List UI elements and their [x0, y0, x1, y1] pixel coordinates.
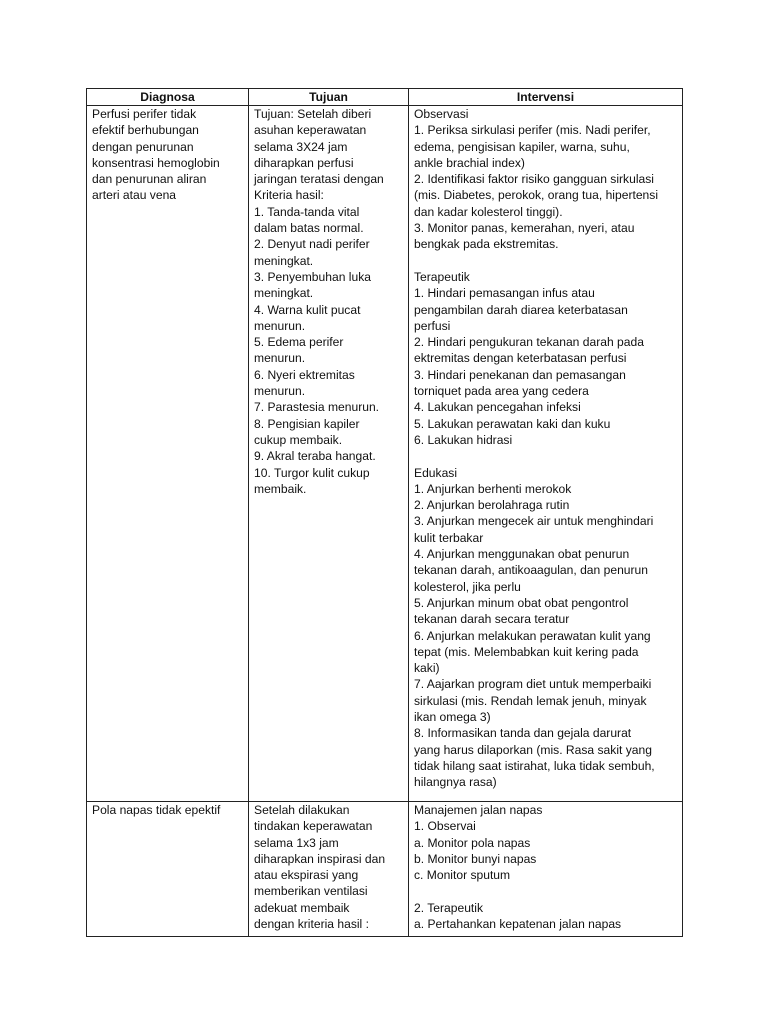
intervensi-line: dan kadar kolesterol tinggi).	[414, 204, 563, 219]
blank-line	[414, 448, 677, 464]
intervensi-line: kolesterol, jika perlu	[414, 579, 521, 594]
tujuan-line: meningkat.	[254, 286, 314, 301]
tujuan-line: atau ekspirasi yang	[254, 868, 359, 883]
tujuan-line: 9. Akral teraba hangat.	[254, 449, 376, 464]
intervensi-line: 2. Terapeutik	[414, 900, 484, 915]
intervensi-line: torniquet pada area yang cedera	[414, 384, 589, 399]
tujuan-line: meningkat.	[254, 253, 314, 268]
intervensi-line: ankle brachial index)	[414, 155, 525, 170]
tujuan-line: menurun.	[254, 318, 306, 333]
intervensi-line: 5. Anjurkan minum obat obat pengontrol	[414, 595, 629, 610]
tujuan-line: dalam batas normal.	[254, 221, 364, 236]
intervensi-line: 8. Informasikan tanda dan gejala darurat	[414, 726, 632, 741]
tujuan-line: 8. Pengisian kapiler	[254, 416, 360, 431]
tujuan-line: adekuat membaik	[254, 900, 350, 915]
diagnosa-line: Perfusi perifer tidak	[92, 107, 197, 121]
tujuan-cell	[249, 106, 409, 802]
intervensi-line: Observasi	[414, 107, 469, 121]
table-row	[87, 106, 683, 802]
tujuan-line: 10. Turgor kulit cukup	[254, 465, 370, 480]
intervensi-cell	[409, 106, 683, 802]
tujuan-cell	[249, 802, 409, 937]
intervensi-line: 1. Hindari pemasangan infus atau	[414, 286, 595, 301]
tujuan-line: selama 3X24 jam	[254, 139, 348, 154]
intervensi-line: kaki)	[414, 661, 440, 676]
intervensi-line: ikan omega 3)	[414, 709, 491, 724]
tujuan-line: Tujuan: Setelah diberi	[254, 107, 372, 121]
tujuan-line: selama 1x3 jam	[254, 835, 339, 850]
tujuan-line: memberikan ventilasi	[254, 884, 368, 899]
intervensi-line: 4. Anjurkan menggunakan obat penurun	[414, 547, 630, 562]
diagnosa-cell	[87, 106, 249, 802]
diagnosa-line: konsentrasi hemoglobin	[92, 155, 220, 170]
tujuan-line: 7. Parastesia menurun.	[254, 400, 380, 415]
tujuan-line: 5. Edema perifer	[254, 335, 344, 350]
intervensi-line: 2. Identifikasi faktor risiko gangguan sirkulasi	[414, 172, 654, 187]
intervensi-line: 2. Anjurkan berolahraga rutin	[414, 498, 570, 513]
intervensi-line: tekanan darah secara teratur	[414, 612, 570, 627]
intervensi-line: Edukasi	[414, 465, 458, 480]
tujuan-line: tindakan keperawatan	[254, 819, 373, 834]
intervensi-line: 6. Anjurkan melakukan perawatan kulit yang	[414, 628, 651, 643]
header-diagnosa: Diagnosa	[87, 89, 249, 106]
intervensi-line: 6. Lakukan hidrasi	[414, 432, 513, 447]
intervensi-line: Manajemen jalan napas	[414, 803, 543, 817]
tujuan-line: asuhan keperawatan	[254, 123, 367, 138]
tujuan-line: 3. Penyembuhan luka	[254, 269, 371, 284]
intervensi-line: 3. Anjurkan mengecek air untuk menghindari	[414, 514, 654, 529]
tujuan-line: jaringan teratasi dengan	[254, 172, 384, 187]
intervensi-line: Terapeutik	[414, 269, 470, 284]
tujuan-line: diharapkan inspirasi dan	[254, 851, 386, 866]
diagnosa-line: dan penurunan aliran	[92, 172, 207, 187]
intervensi-line: 7. Aajarkan program diet untuk memperbaiki	[414, 677, 652, 692]
intervensi-line: 3. Monitor panas, kemerahan, nyeri, atau	[414, 221, 635, 236]
intervensi-line: 2. Hindari pengukuran tekanan darah pada	[414, 335, 644, 350]
tujuan-line: 6. Nyeri ektremitas	[254, 367, 355, 382]
tujuan-line: diharapkan perfusi	[254, 155, 354, 170]
diagnosa-line: Pola napas tidak epektif	[92, 803, 221, 817]
intervensi-line: (mis. Diabetes, perokok, orang tua, hipertensi	[414, 188, 659, 203]
blank-line	[414, 883, 677, 899]
tujuan-line: Setelah dilakukan	[254, 803, 350, 817]
header-intervensi: Intervensi	[409, 89, 683, 106]
intervensi-line: sirkulasi (mis. Rendah lemak jenuh, minyak	[414, 693, 647, 708]
intervensi-line: bengkak pada ekstremitas.	[414, 237, 559, 252]
intervensi-line: 1. Observai	[414, 819, 476, 834]
table-header-row	[87, 89, 683, 106]
intervensi-line: ektremitas dengan keterbatasan perfusi	[414, 351, 627, 366]
tujuan-line: dengan kriteria hasil :	[254, 917, 369, 932]
intervensi-line: c. Monitor sputum	[414, 868, 511, 883]
intervensi-line: pengambilan darah diarea keterbatasan	[414, 302, 628, 317]
tujuan-line: 4. Warna kulit pucat	[254, 302, 361, 317]
tujuan-line: Kriteria hasil:	[254, 188, 324, 203]
header-tujuan: Tujuan	[249, 89, 409, 106]
blank-line	[414, 253, 677, 269]
intervensi-line: 4. Lakukan pencegahan infeksi	[414, 400, 581, 415]
intervensi-line: 1. Periksa sirkulasi perifer (mis. Nadi perifer,	[414, 123, 651, 138]
nursing-care-plan-table	[86, 88, 683, 937]
intervensi-line: perfusi	[414, 318, 451, 333]
tujuan-line: 2. Denyut nadi perifer	[254, 237, 370, 252]
diagnosa-cell	[87, 802, 249, 937]
diagnosa-line: dengan penurunan	[92, 139, 194, 154]
intervensi-line: hilangnya rasa)	[414, 775, 497, 790]
intervensi-line: 3. Hindari penekanan dan pemasangan	[414, 367, 626, 382]
tujuan-line: menurun.	[254, 351, 306, 366]
intervensi-line: tekanan darah, antikoaagulan, dan penurun	[414, 563, 649, 578]
intervensi-line: a. Pertahankan kepatenan jalan napas	[414, 917, 622, 932]
diagnosa-line: efektif berhubungan	[92, 123, 199, 138]
tujuan-line: menurun.	[254, 384, 306, 399]
tujuan-line: 1. Tanda-tanda vital	[254, 204, 360, 219]
intervensi-line: kulit terbakar	[414, 530, 484, 545]
intervensi-cell	[409, 802, 683, 937]
intervensi-line: 5. Lakukan perawatan kaki dan kuku	[414, 416, 611, 431]
intervensi-line: a. Monitor pola napas	[414, 835, 531, 850]
intervensi-line: b. Monitor bunyi napas	[414, 851, 537, 866]
tujuan-line: membaik.	[254, 481, 307, 496]
diagnosa-line: arteri atau vena	[92, 188, 177, 203]
intervensi-line: edema, pengisisan kapiler, warna, suhu,	[414, 139, 630, 154]
tujuan-line: cukup membaik.	[254, 432, 343, 447]
table-row	[87, 802, 683, 937]
intervensi-line: tepat (mis. Melembabkan kuit kering pada	[414, 644, 639, 659]
intervensi-line: yang harus dilaporkan (mis. Rasa sakit yang	[414, 742, 652, 757]
intervensi-line: tidak hilang saat istirahat, luka tidak sembuh,	[414, 758, 655, 773]
intervensi-line: 1. Anjurkan berhenti merokok	[414, 481, 572, 496]
